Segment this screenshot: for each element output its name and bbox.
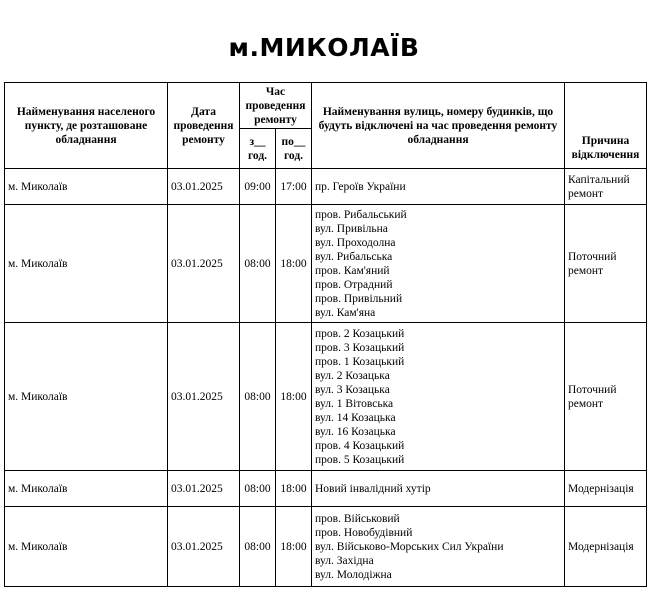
streets-cell xyxy=(312,471,565,507)
street-item: Новий інвалідний хутір xyxy=(315,482,431,495)
header-time: Час проведення ремонту xyxy=(240,83,312,129)
street-item: вул. Рибальська xyxy=(315,250,393,263)
reason-cell: Поточний ремонт xyxy=(565,323,647,471)
street-item: пров. 2 Козацький xyxy=(315,327,405,340)
table-row xyxy=(5,323,647,471)
street-item: вул. Військово-Морських Сил України xyxy=(315,540,504,553)
date-cell: 03.01.2025 xyxy=(168,205,240,323)
settlement-cell: м. Миколаїв xyxy=(5,323,168,471)
table-row xyxy=(5,471,647,507)
header-reason: Причина відключення xyxy=(565,129,647,169)
street-item: пр. Героїв України xyxy=(315,180,406,193)
header-streets: Найменування вулиць, номеру будинків, що будуть відключені на час проведення ремонту обладнання xyxy=(312,83,565,169)
street-item: пров. Привільний xyxy=(315,292,403,305)
settlement-cell: м. Миколаїв xyxy=(5,205,168,323)
time-from-cell: 08:00 xyxy=(240,471,276,507)
time-from-cell: 08:00 xyxy=(240,507,276,587)
settlement-cell: м. Миколаїв xyxy=(5,507,168,587)
time-to-cell: 18:00 xyxy=(276,323,312,471)
street-item: вул. Кам'яна xyxy=(315,306,376,319)
streets-cell xyxy=(312,169,565,205)
street-item: пров. Рибальський xyxy=(315,208,407,221)
streets-cell xyxy=(312,323,565,471)
date-cell: 03.01.2025 xyxy=(168,323,240,471)
page-title: м.МИКОЛАЇВ xyxy=(228,33,420,62)
street-item: пров. 1 Козацький xyxy=(315,355,405,368)
street-item: вул. 14 Козацька xyxy=(315,411,396,424)
streets-cell xyxy=(312,205,565,323)
street-item: пров. Новобудівний xyxy=(315,526,413,539)
reason-cell: Модернізація xyxy=(565,507,647,587)
table-row xyxy=(5,507,647,587)
settlement-cell: м. Миколаїв xyxy=(5,169,168,205)
street-item: вул. 16 Козацька xyxy=(315,425,396,438)
street-item: пров. 4 Козацький xyxy=(315,439,405,452)
settlement-cell: м. Миколаїв xyxy=(5,471,168,507)
street-item: пров. 3 Козацький xyxy=(315,341,405,354)
street-item: вул. 2 Козацька xyxy=(315,369,390,382)
street-item: вул. Проходолна xyxy=(315,236,396,249)
time-to-cell: 18:00 xyxy=(276,507,312,587)
street-item: вул. 3 Козацька xyxy=(315,383,390,396)
reason-cell: Модернізація xyxy=(565,471,647,507)
street-item: вул. Привільна xyxy=(315,222,388,235)
table-row xyxy=(5,205,647,323)
table-row xyxy=(5,169,647,205)
street-item: вул. 1 Вітовська xyxy=(315,397,394,410)
street-item: пров. 5 Козацький xyxy=(315,453,405,466)
header-reason-spacer xyxy=(565,83,647,129)
street-item: пров. Отрадний xyxy=(315,278,393,291)
street-item: вул. Молодіжна xyxy=(315,568,392,581)
time-from-cell: 08:00 xyxy=(240,205,276,323)
header-from: з__ год. xyxy=(240,129,276,169)
street-item: пров. Військовий xyxy=(315,512,400,525)
reason-cell: Капітальний ремонт xyxy=(565,169,647,205)
time-from-cell: 09:00 xyxy=(240,169,276,205)
streets-cell xyxy=(312,507,565,587)
reason-cell: Поточний ремонт xyxy=(565,205,647,323)
time-to-cell: 18:00 xyxy=(276,471,312,507)
date-cell: 03.01.2025 xyxy=(168,471,240,507)
date-cell: 03.01.2025 xyxy=(168,169,240,205)
outage-table xyxy=(4,82,647,587)
header-date: Дата проведення ремонту xyxy=(168,83,240,169)
street-item: вул. Західна xyxy=(315,554,374,567)
date-cell: 03.01.2025 xyxy=(168,507,240,587)
time-to-cell: 17:00 xyxy=(276,169,312,205)
street-item: пров. Кам'яний xyxy=(315,264,390,277)
header-settlement: Найменування населеного пункту, де розташоване обладнання xyxy=(5,83,168,169)
time-from-cell: 08:00 xyxy=(240,323,276,471)
header-to: по__ год. xyxy=(276,129,312,169)
time-to-cell: 18:00 xyxy=(276,205,312,323)
